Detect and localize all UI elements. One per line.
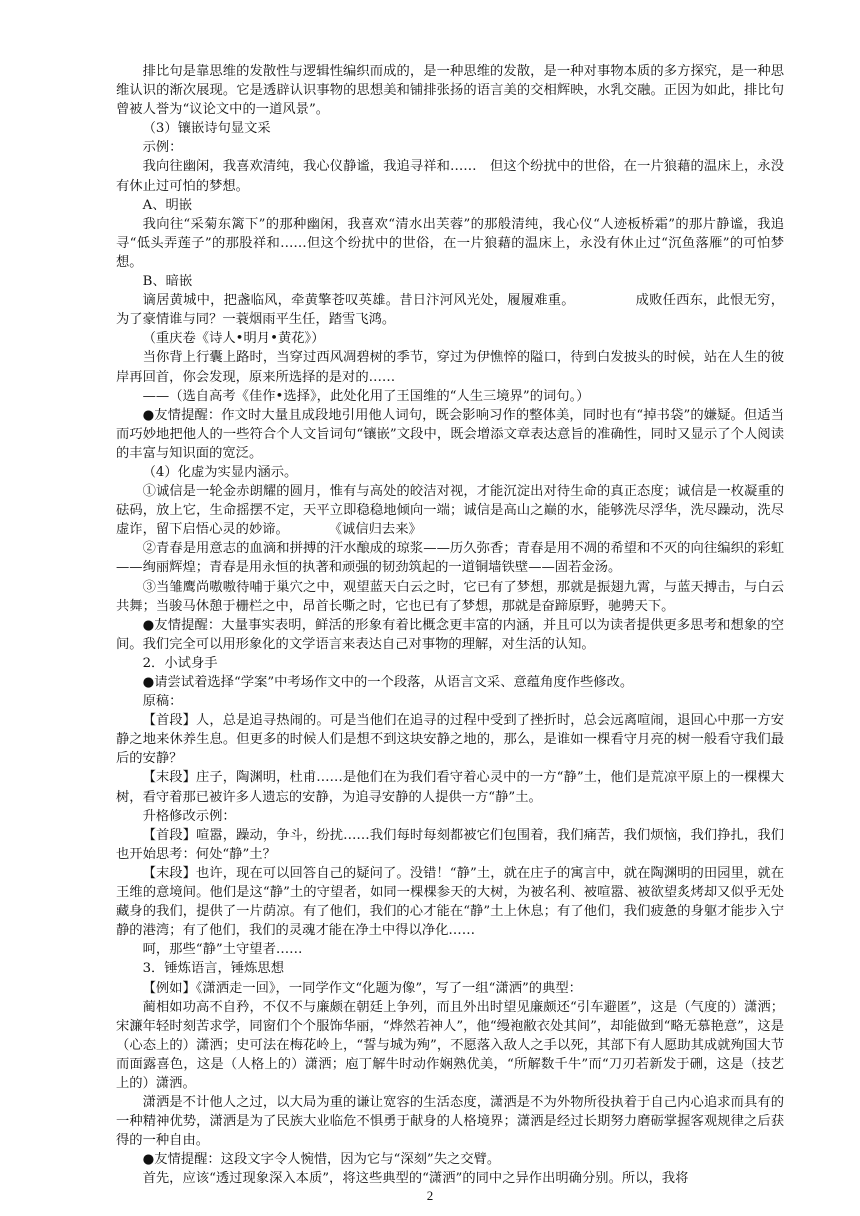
paragraph: ③当雏鹰尚嗷嗷待哺于巢穴之中，观望蓝天白云之时，它已有了梦想，那就是振翅九霄，与蓝天搏击，与白云共舞；当骏马休憩于栅栏之中，昂首长嘶之时，它也已有了梦想，那就是奋蹄原野，驰骋天下。 [116, 579, 784, 614]
paragraph: ①诚信是一轮金赤朗耀的圆月，惟有与高处的皎洁对视，才能沉淀出对待生命的真正态度；诚信是一枚凝重的砝码，放上它，生命摇摆不定，天平立即稳稳地倾向一端；诚信是高山之巅的水，能够洗尽浮华，洗尽躁动，洗尽虚诈，留下启悟心灵的妙谛。 《诚信归去来》 [116, 484, 784, 538]
tip-paragraph: ●友情提醒：这段文字令人惋惜，因为它与“深刻”失之交臂。 [142, 1152, 501, 1168]
paragraph: 【末段】庄子，陶渊明，杜甫……是他们在为我们看守着心灵中的一方“静”土，他们是荒凉平原上的一棵棵大树，看守着那已被许多人遗忘的安静，为追寻安静的人提供一方“静”土。 [116, 770, 784, 805]
paragraph: 我向往“采菊东篱下”的那种幽闲，我喜欢“清水出芙蓉”的那般清纯，我心仪“人迹板桥霜”的那片静谧，我追寻“低头弄莲子”的那股祥和……但这个纷扰中的世俗，在一片狼藉的温床上，永没有休止过“沉鱼落雁”的可怕梦想。 [116, 216, 784, 270]
section-heading: （3）镶嵌诗句显文采 [142, 121, 271, 137]
tip-paragraph: ●友情提醒：大量事实表明，鲜活的形象有着比概念更丰富的内涵，并且可以为读者提供更多思考和想象的空间。我们完全可以用形象化的文学语言来表达自己对事物的理解，对生活的认知。 [116, 617, 784, 652]
subheading: B、暗嵌 [142, 274, 193, 290]
paragraph: 呵，那些“静”土守望者…… [142, 942, 303, 958]
subheading: A、明嵌 [142, 197, 193, 213]
section-heading: （4）化虚为实显内涵示。 [142, 464, 298, 480]
paragraph: 首先，应该“透过现象深入本质”，将这些典型的“潇洒”的同中之异作出明确分别。所以，我将 [142, 1171, 689, 1187]
tip-paragraph: ●友情提醒：作文时大量且成段地引用他人词句，既会影响习作的整体美，同时也有“掉书袋”的嫌疑。但适当而巧妙地把他人的一些符合个人文旨词句“镶嵌”文段中，既会增添文章表达意旨的准确性，同时又显示了个人阅读的丰富与知识面的宽泛。 [116, 407, 784, 461]
paragraph: 【首段】人，总是追寻热闹的。可是当他们在追寻的过程中受到了挫折时，总会远离喧闹，退回心中那一方安静之地来休养生息。但更多的时候人们是想不到这块安静之地的，那么，是谁如一棵看守月亮的树一般看守我们最后的安静？ [116, 713, 784, 767]
paragraph: 当你背上行囊上路时，当穿过西风凋碧树的季节，穿过为伊憔悴的隘口，待到白发披头的时候，站在人生的彼岸再回首，你会发现，原来所选择的是对的…… [116, 350, 784, 385]
document-body [116, 62, 784, 1189]
paragraph: 蔺相如功高不自矜，不仅不与廉颇在朝廷上争列，而且外出时望见廉颇还“引车避匿”，这是（气度的）潇洒；宋濂年轻时刻苦求学，同窗们个个服饰华丽，“烨然若神人”，他“缦袍敝衣处其间”，却能做到“略无慕艳意”，这是（心态上的）潇洒；史可法在梅花岭上，“誓与城为殉”，不愿落入敌人之手以死，其部下有人愿助其成就殉国大节而面露喜色，这是（人格上的）潇洒；庖丁解牛时动作娴熟优美，“所解数千牛”而“刀刃若新发于硎，这是（技艺上的）潇洒。 [116, 999, 784, 1091]
paragraph: 潇洒是不计他人之过，以大局为重的谦让宽容的生活态度，潇洒是不为外物所役执着于自己内心追求而具有的一种精神优势，潇洒是为了民族大业临危不惧勇于献身的人格境界；潇洒是经过长期努力磨砺掌握客观规律之后获得的一种自由。 [116, 1095, 784, 1149]
paragraph: 排比句是靠思维的发散性与逻辑性编织而成的，是一种思维的发散，是一种对事物本质的多方探究，是一种思维认识的渐次展现。它是透辟认识事物的思想美和铺排张扬的语言美的交相辉映，水乳交融。正因为如此，排比句曾被人誉为“议论文中的一道风景”。 [116, 64, 784, 118]
paragraph: 示例： [142, 140, 183, 156]
paragraph: 谪居黄城中，把盏临风，牵黄擎苍叹英雄。昔日汴河风光处，履履难重。 成败任西东，此恨无穷，为了豪情谁与同？一蓑烟雨平生任，踏雪飞鸿。 [116, 293, 784, 328]
citation: （重庆卷《诗人•明月•黄花》） [142, 331, 325, 347]
paragraph: 原稿： [142, 694, 183, 710]
section-heading: 2．小试身手 [142, 655, 218, 671]
page-number: 2 [426, 1188, 434, 1203]
citation: ——（选自高考《佳作•选择》，此处化用了王国维的“人生三境界”的词句。） [142, 388, 590, 404]
section-heading: 3．锤炼语言，锤炼思想 [142, 961, 285, 977]
paragraph: 【首段】喧嚣，躁动，争斗，纷扰……我们每时每刻都被它们包围着，我们痛苦，我们烦恼，我们挣扎，我们也开始思考：何处“静”土？ [116, 827, 784, 862]
paragraph: 【末段】也许，现在可以回答自己的疑问了。没错！“静”土，就在庄子的寓言中，就在陶渊明的田园里，就在王维的意境间。他们是这“静”土的守望者，如同一棵棵参天的大树，为被名利、被喧嚣、被欲望炙烤却又似乎无处藏身的我们，提供了一片荫凉。有了他们，我们的心才能在“静”土上休息；有了他们，我们疲惫的身躯才能步入宁静的港湾；有了他们，我们的灵魂才能在净土中得以净化…… [116, 865, 784, 939]
paragraph: ●请尝试着选择“学案”中考场作文中的一个段落，从语言文采、意蕴角度作些修改。 [142, 675, 634, 690]
paragraph: 升格修改示例： [142, 808, 236, 824]
paragraph: 【例如】《潇洒走一回》，一同学作文“化题为像”，写了一组“潇洒”的典型： [142, 980, 582, 996]
paragraph: 我向往幽闲，我喜欢清纯，我心仪静谧，我追寻祥和…… 但这个纷扰中的世俗，在一片狼藉的温床上，永没有休止过可怕的梦想。 [116, 159, 784, 194]
paragraph: ②青春是用意志的血滴和拼搏的汗水酿成的琼浆——历久弥香；青春是用不凋的希望和不灭的向往编织的彩虹——绚丽辉煌；青春是用永恒的执著和顽强的韧劲筑起的一道铜墙铁壁——固若金汤。 [116, 541, 784, 576]
